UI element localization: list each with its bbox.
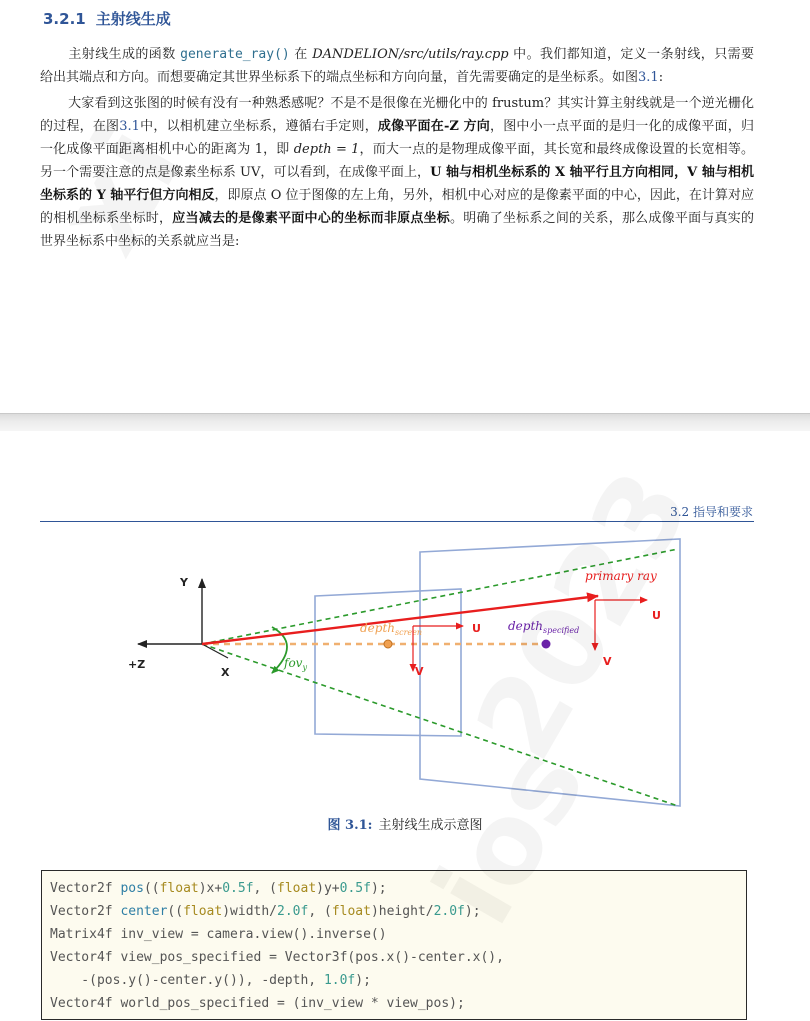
code-token: 2.0f [277, 904, 309, 919]
code-token: 0.5f [222, 881, 254, 896]
code-token: ); [464, 904, 481, 919]
text-run: 主射线生成的函数 [68, 47, 181, 62]
figure-ref-link[interactable]: 3.1 [638, 70, 659, 85]
text-run: : [658, 70, 664, 85]
code-token: 2.0f [433, 904, 465, 919]
caption-label: 图 3.1: [327, 818, 373, 833]
code-token: , ( [308, 904, 332, 919]
figure-ref-link[interactable]: 3.1 [119, 119, 140, 134]
text-run: 中，以相机建立坐标系，遵循右手定则， [139, 119, 378, 134]
section-title: 主射线生成 [95, 10, 171, 28]
section-number: 3.2.1 [43, 10, 86, 28]
code-token: 1.0f [323, 973, 356, 988]
frustum-edge-top [202, 549, 678, 644]
code-line [50, 877, 738, 900]
specified-depth-point [542, 640, 551, 649]
section-heading [43, 8, 171, 29]
code-token: Vector2f [50, 904, 121, 919]
code-token: (( [167, 904, 184, 919]
fov-label: fov$_y$ [284, 656, 307, 672]
file-path: DANDELION/src/utils/ray.cpp [312, 47, 509, 62]
code-token: Vector2f [50, 881, 121, 896]
screen-depth-point [384, 640, 392, 648]
code-token: , ( [253, 881, 278, 896]
text-run: ，图中小一点平面的是归一化的成像平面，归一化成像平面距离相机中心的距离为 1，即 [40, 119, 754, 157]
code-token: (( [143, 881, 160, 896]
code-line [50, 923, 738, 946]
text-run: 中。我们都知道，定义一条射线，只需要给出其端点和方向。而想要确定其世界坐标系下的端点坐标和方向向量，首先需要确定的是坐标系。如图 [40, 47, 754, 85]
code-token: )y+ [316, 881, 340, 896]
code-token: ); [355, 973, 371, 988]
code-token: )width/ [222, 904, 278, 919]
paragraph-1 [40, 43, 754, 89]
code-token: )x+ [198, 881, 223, 896]
code-line [50, 900, 738, 923]
bold-text: 成像平面在-Z 方向 [377, 119, 491, 134]
code-token: Vector4f world_pos_specified = (inv_view * view_pos); [50, 996, 465, 1011]
code-token: pos [120, 881, 144, 896]
primary-ray-label: primary ray [585, 569, 657, 583]
code-token: -(pos.y()-center.y()), -depth, [50, 973, 324, 988]
text-run: 。明确了坐标系之间的关系，那么成像平面与真实的世界坐标系中坐标的关系就应当是: [40, 211, 754, 249]
normalized-image-plane [315, 589, 461, 736]
y-axis-label: Y [180, 576, 188, 589]
code-token: )height/ [370, 904, 434, 919]
header-rule [40, 521, 754, 522]
code-listing [41, 870, 747, 1020]
code-token: Matrix4f inv_view = camera.view().inverse() [50, 927, 387, 942]
depth-specified-label: depth$_{specified}$ [508, 619, 580, 635]
code-token: ); [370, 881, 387, 896]
v-label-specified: V [603, 655, 612, 668]
text-run: 在 [289, 47, 313, 62]
inline-code: generate_ray() [180, 47, 290, 62]
code-token: float [183, 904, 223, 919]
u-label-specified: U [652, 609, 661, 622]
u-label-screen: U [472, 622, 481, 635]
code-token: center [120, 904, 168, 919]
code-token: float [331, 904, 371, 919]
lower-page [0, 431, 810, 1021]
code-line [50, 992, 738, 1015]
code-line [50, 946, 738, 969]
code-line [50, 969, 738, 992]
x-axis [202, 644, 228, 658]
text-run: ，即原点 O 位于图像的左上角，另外，相机中心对应的是像素平面的中心，因此，在计算对应的相机坐标系坐标时， [40, 188, 754, 226]
figure-caption [0, 814, 810, 833]
x-axis-label: X [221, 666, 230, 679]
bold-text: U 轴与相机坐标系的 X 轴平行且方向相同，V 轴与相机坐标系的 Y 轴平行但方向相反 [40, 165, 754, 203]
code-token: float [159, 881, 199, 896]
code-token: Vector4f view_pos_specified = Vector3f(pos.x()-center.x(), [50, 950, 504, 965]
primary-ray-diagram [0, 531, 810, 811]
page-separator [0, 413, 810, 432]
upper-page [0, 0, 810, 413]
v-label-screen: V [415, 665, 424, 678]
caption-text: 主射线生成示意图 [378, 818, 483, 833]
bold-text: 应当减去的是像素平面中心的坐标而非原点坐标 [172, 211, 451, 226]
paragraph-2 [40, 92, 754, 253]
code-token: float [277, 881, 317, 896]
z-axis-label: +Z [128, 658, 146, 671]
text-run: ，而大一点的是物理成像平面，其长宽和最终成像设置的长宽相等。另一个需要注意的点是像素坐标系 UV，可以看到，在成像平面上， [40, 142, 754, 180]
code-token: 0.5f [339, 881, 371, 896]
math-expression: depth = 1 [293, 142, 360, 157]
depth-screen-label: depth$_{screen}$ [360, 621, 423, 637]
text-run: 大家看到这张图的时候有没有一种熟悉感呢？不是不是很像在光栅化中的 frustum？其实计算主射线就是一个逆光栅化的过程，在图 [40, 96, 754, 134]
running-header: 3.2 指导和要求 [670, 505, 753, 519]
